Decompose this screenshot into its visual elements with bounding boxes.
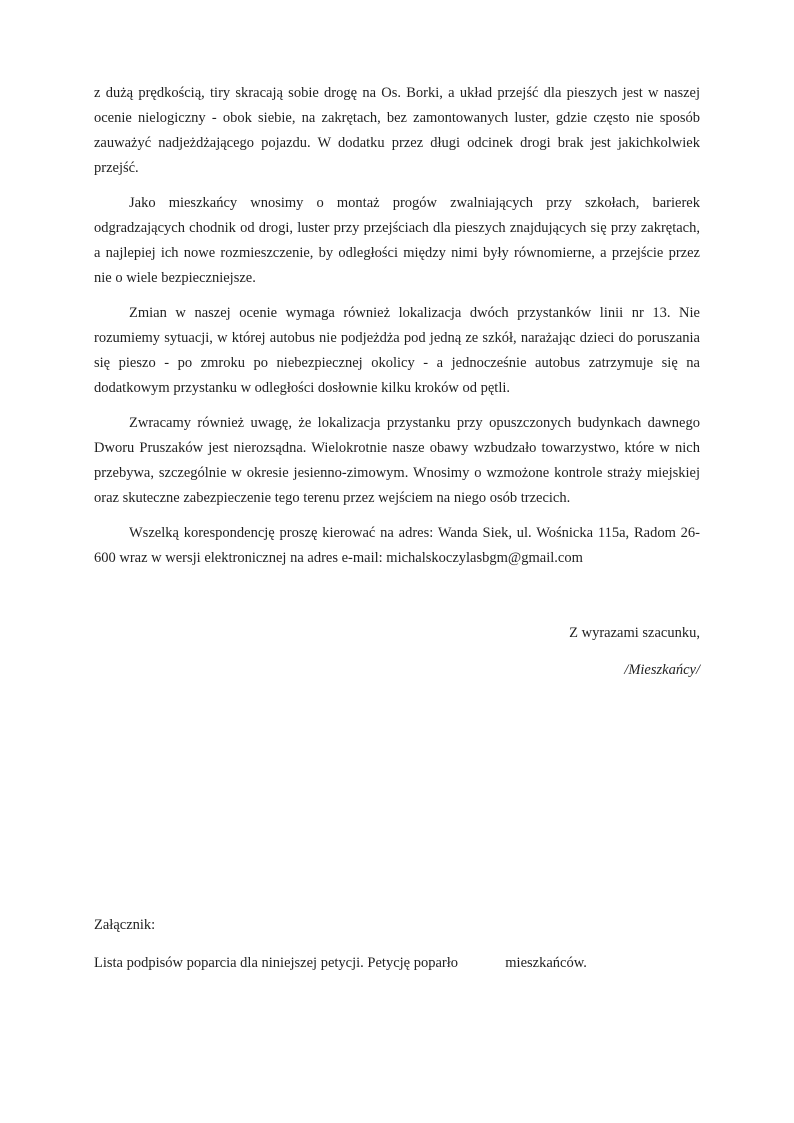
closing-salutation: Z wyrazami szacunku, bbox=[569, 625, 700, 641]
attachment-description bbox=[94, 951, 700, 976]
paragraph-road-safety: z dużą prędkością, tiry skracają sobie drogę na Os. Borki, a układ przejść dla pieszych jest w naszej ocenie nielogiczny - obok siebie, na zakrętach, bez zamontowanych luster, gdzie często nie sposób zauważyć nadjeżdżającego pojazdu. W dodatku przez długi odcinek drogi brak jest jakichkolwiek przejść. bbox=[94, 85, 700, 176]
attachment-label: Załącznik: bbox=[94, 917, 156, 933]
paragraph-abandoned-buildings: Zwracamy również uwagę, że lokalizacja przystanku przy opuszczonych budynkach dawnego Dworu Pruszaków jest nierozsądna. Wielokrotnie nasze obawy wzbudzało towarzystwo, które w nich przebywa, szczególnie w okresie jesienno-zimowym. Wnosimy o wzmożone kontrole straży miejskiej oraz skuteczne zabezpieczenie tego terenu przez wejściem na niego osób trzecich. bbox=[94, 415, 700, 506]
paragraph-correspondence-address: Wszelką korespondencję proszę kierować na adres: Wanda Siek, ul. Wośnicka 115a, Radom 26-600 wraz w wersji elektronicznej na adres e-mail: michalskoczylasbgm@gmail.com bbox=[94, 525, 700, 566]
letter-body bbox=[94, 81, 700, 976]
paragraph-residents-requests: Jako mieszkańcy wnosimy o montaż progów zwalniających przy szkołach, barierek odgradzających chodnik od drogi, luster przy przejściach dla pieszych znajdujących się przy zakrętach, a najlepiej ich nowe rozmieszczenie, by odległości między nimi były równomierne, a przejście przez nie o wiele bezpieczniejsze. bbox=[94, 195, 700, 286]
attachment-text-before-count: Lista podpisów poparcia dla niniejszej petycji. Petycję poparło bbox=[94, 955, 459, 971]
paragraph-bus-stops: Zmian w naszej ocenie wymaga również lokalizacja dwóch przystanków linii nr 13. Nie rozumiemy sytuacji, w której autobus nie podjeżdża pod jedną ze szkół, narażając dzieci do poruszania się pieszo - po zmroku po niebezpiecznej okolicy - a jednocześnie autobus zatrzymuje się na dodatkowym przystanku w odległości dosłownie kilku kroków od pętli. bbox=[94, 305, 700, 396]
attachment-text-after-count: mieszkańców. bbox=[505, 955, 587, 971]
signature-line: /Mieszkańcy/ bbox=[624, 662, 700, 678]
